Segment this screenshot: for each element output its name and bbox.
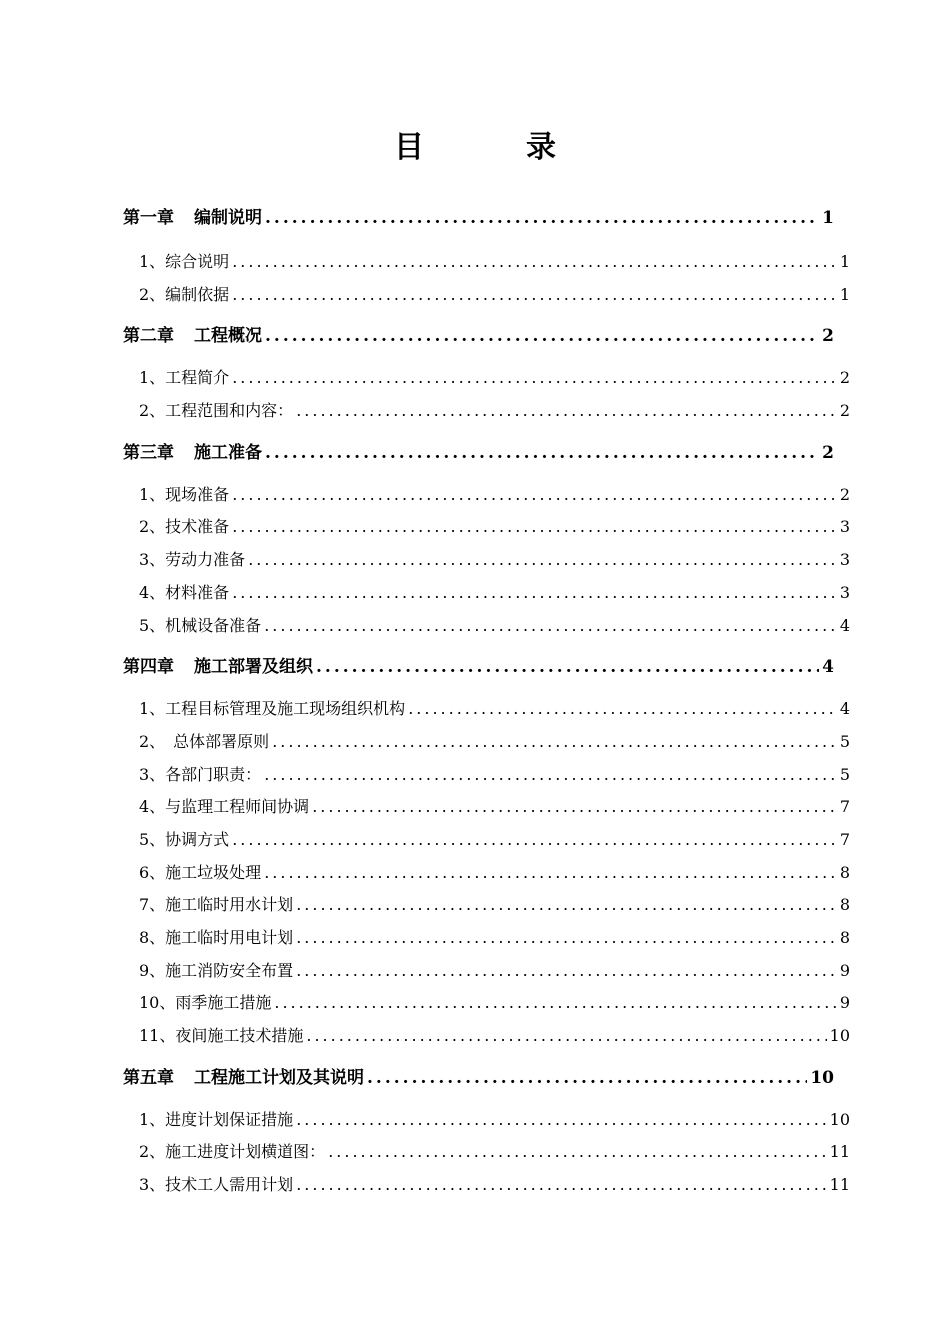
section-title: 4、材料准备 bbox=[139, 582, 230, 602]
chapter-title: 施工准备 bbox=[194, 442, 262, 463]
toc-section-4-4[interactable] bbox=[123, 791, 850, 824]
toc-section-5-3[interactable] bbox=[123, 1169, 850, 1202]
page-number: 3 bbox=[839, 582, 850, 602]
toc-section-4-1[interactable] bbox=[123, 693, 850, 726]
dot-leader bbox=[264, 857, 837, 890]
page-number: 1 bbox=[839, 252, 850, 271]
toc-chapter-5[interactable] bbox=[123, 1062, 834, 1095]
dot-leader bbox=[408, 693, 837, 726]
page-number: 4 bbox=[822, 657, 834, 678]
page-number: 8 bbox=[839, 928, 850, 947]
page-number: 2 bbox=[839, 368, 850, 388]
section-title: 3、劳动力准备 bbox=[139, 550, 246, 570]
dot-leader bbox=[306, 1020, 826, 1053]
chapter-number: 第四章 bbox=[123, 657, 174, 678]
dot-leader bbox=[264, 610, 837, 643]
dot-leader bbox=[312, 791, 837, 824]
toc-chapter-4[interactable] bbox=[123, 651, 834, 684]
toc-section-4-2[interactable] bbox=[123, 726, 850, 759]
dot-leader bbox=[328, 1136, 826, 1169]
dot-leader bbox=[265, 320, 819, 353]
toc-section-4-7[interactable] bbox=[123, 889, 850, 922]
chapter-title: 工程概况 bbox=[194, 326, 262, 347]
section-title: 11、夜间施工技术措施 bbox=[139, 1026, 304, 1046]
dot-leader bbox=[264, 759, 837, 792]
chapter-number: 第三章 bbox=[123, 442, 174, 463]
section-title: 8、施工临时用电计划 bbox=[139, 928, 294, 947]
dot-leader bbox=[232, 479, 837, 512]
section-title: 2、 总体部署原则 bbox=[139, 731, 270, 751]
toc-section-1-1[interactable] bbox=[123, 246, 850, 279]
page-number: 11 bbox=[829, 1142, 850, 1162]
toc-section-4-5[interactable] bbox=[123, 824, 850, 857]
page-number: 9 bbox=[839, 960, 850, 980]
section-title: 1、工程目标管理及施工现场组织机构 bbox=[139, 699, 406, 719]
toc-section-2-1[interactable] bbox=[123, 362, 850, 395]
section-title: 3、技术工人需用计划 bbox=[139, 1175, 294, 1195]
chapter-number: 第五章 bbox=[123, 1067, 174, 1088]
page-number: 4 bbox=[839, 699, 850, 719]
section-title: 1、进度计划保证措施 bbox=[139, 1109, 294, 1129]
toc-chapter-1[interactable] bbox=[123, 200, 834, 237]
page-number: 5 bbox=[839, 764, 850, 784]
toc-section-3-1[interactable] bbox=[123, 479, 850, 512]
page-number: 5 bbox=[839, 731, 850, 751]
dot-leader bbox=[296, 1104, 826, 1137]
dot-leader bbox=[296, 889, 837, 922]
toc-section-4-10[interactable] bbox=[123, 987, 850, 1020]
page-number: 2 bbox=[822, 442, 834, 463]
page-number: 8 bbox=[839, 895, 850, 915]
toc-section-3-3[interactable] bbox=[123, 544, 850, 577]
dot-leader bbox=[296, 1169, 826, 1202]
toc-chapter-label bbox=[123, 200, 262, 237]
toc-section-4-8[interactable] bbox=[123, 922, 850, 955]
toc-chapter-label bbox=[123, 437, 262, 470]
section-title: 9、施工消防安全布置 bbox=[139, 960, 294, 980]
section-title: 5、协调方式 bbox=[139, 829, 230, 849]
section-title: 1、工程简介 bbox=[139, 368, 230, 388]
dot-leader bbox=[232, 577, 837, 610]
page-number: 7 bbox=[839, 797, 850, 817]
page-number: 4 bbox=[839, 615, 850, 635]
dot-leader bbox=[274, 987, 836, 1020]
toc-section-4-3[interactable] bbox=[123, 759, 850, 792]
toc-chapter-label bbox=[123, 1062, 364, 1095]
dot-leader bbox=[232, 246, 837, 279]
section-title: 2、施工进度计划横道图： bbox=[139, 1142, 326, 1162]
section-title: 3、各部门职责： bbox=[139, 764, 262, 784]
page-number: 1 bbox=[839, 284, 850, 304]
section-title: 5、机械设备准备 bbox=[139, 615, 262, 635]
page-number: 10 bbox=[829, 1109, 850, 1129]
dot-leader bbox=[232, 362, 837, 395]
chapter-title: 工程施工计划及其说明 bbox=[194, 1067, 364, 1088]
section-title: 2、技术准备 bbox=[139, 517, 230, 537]
toc-section-3-2[interactable] bbox=[123, 511, 850, 544]
dot-leader bbox=[296, 955, 837, 988]
page-number: 2 bbox=[839, 484, 850, 504]
toc-chapter-label bbox=[123, 651, 313, 684]
dot-leader bbox=[296, 395, 837, 428]
toc-section-5-2[interactable] bbox=[123, 1136, 850, 1169]
dot-leader bbox=[232, 279, 837, 312]
dot-leader bbox=[248, 544, 837, 577]
chapter-title: 施工部署及组织 bbox=[194, 657, 313, 678]
page-number: 3 bbox=[839, 517, 850, 537]
toc-section-3-5[interactable] bbox=[123, 610, 850, 643]
toc-chapter-3[interactable] bbox=[123, 437, 834, 470]
section-title: 6、施工垃圾处理 bbox=[139, 862, 262, 882]
dot-leader bbox=[265, 437, 819, 470]
toc-section-4-9[interactable] bbox=[123, 955, 850, 988]
dot-leader bbox=[367, 1062, 807, 1095]
toc-section-5-1[interactable] bbox=[123, 1104, 850, 1137]
page-number: 1 bbox=[822, 208, 834, 228]
section-title: 4、与监理工程师间协调 bbox=[139, 797, 310, 817]
dot-leader bbox=[296, 922, 837, 955]
page-number: 11 bbox=[829, 1175, 850, 1195]
dot-leader bbox=[232, 824, 837, 857]
section-title: 10、雨季施工措施 bbox=[139, 993, 272, 1013]
toc-section-4-11[interactable] bbox=[123, 1020, 850, 1053]
toc-section-3-4[interactable] bbox=[123, 577, 850, 610]
section-title: 2、编制依据 bbox=[139, 284, 230, 304]
page-number: 9 bbox=[839, 993, 850, 1013]
section-title: 2、工程范围和内容： bbox=[139, 401, 294, 421]
section-title: 7、施工临时用水计划 bbox=[139, 895, 294, 915]
toc-chapter-2[interactable] bbox=[123, 320, 834, 353]
toc-section-4-6[interactable] bbox=[123, 857, 850, 890]
chapter-title: 编制说明 bbox=[194, 208, 262, 228]
page-number: 2 bbox=[822, 326, 834, 347]
page-number: 3 bbox=[839, 550, 850, 570]
page-number: 8 bbox=[839, 862, 850, 882]
section-title: 1、现场准备 bbox=[139, 484, 230, 504]
toc-section-2-2[interactable] bbox=[123, 395, 850, 428]
dot-leader bbox=[272, 726, 837, 759]
section-title: 1、综合说明 bbox=[139, 252, 230, 271]
toc-section-1-2[interactable] bbox=[123, 279, 850, 312]
dot-leader bbox=[232, 511, 837, 544]
chapter-number: 第一章 bbox=[123, 208, 174, 228]
page-number: 10 bbox=[810, 1067, 834, 1088]
page-number: 2 bbox=[839, 401, 850, 421]
chapter-number: 第二章 bbox=[123, 326, 174, 347]
page-number: 7 bbox=[839, 829, 850, 849]
page-number: 10 bbox=[829, 1026, 850, 1046]
toc-chapter-label bbox=[123, 320, 262, 353]
page-title: 目 录 bbox=[394, 130, 592, 165]
dot-leader bbox=[265, 200, 819, 237]
table-of-contents bbox=[123, 200, 850, 1202]
dot-leader bbox=[316, 651, 819, 684]
